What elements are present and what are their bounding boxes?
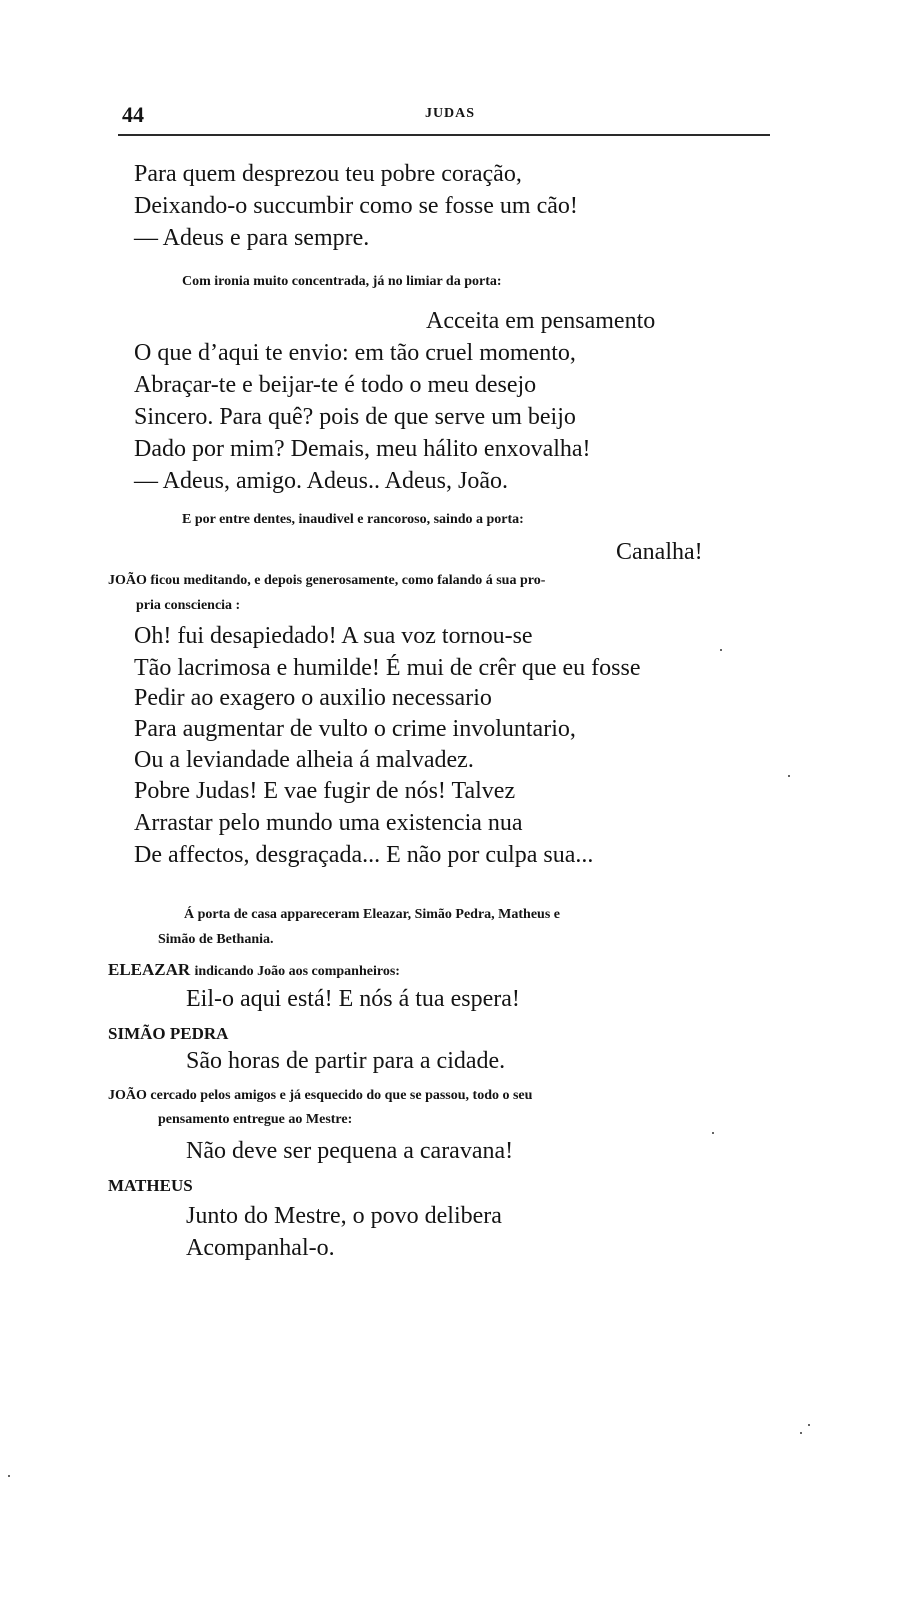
ink-speck	[800, 1432, 802, 1434]
stage-direction: E por entre dentes, inaudivel e rancoroso, saindo a porta:	[182, 512, 524, 527]
verse-line: Não deve ser pequena a caravana!	[186, 1138, 514, 1164]
verse-line: — Adeus, amigo. Adeus.. Adeus, João.	[134, 468, 508, 494]
stage-direction: indicando João aos companheiros:	[194, 964, 400, 979]
verse-line: São horas de partir para a cidade.	[186, 1048, 506, 1074]
stage-direction: pensamento entregue ao Mestre:	[158, 1112, 353, 1127]
speaker-direction	[108, 572, 545, 590]
verse-line: Acompanhal-o.	[186, 1235, 335, 1261]
speaker-direction	[108, 1087, 532, 1105]
header-rule	[118, 134, 770, 136]
verse-line: Acceita em pensamento	[426, 308, 656, 334]
verse-line: Pedir ao exagero o auxilio necessario	[134, 685, 492, 711]
stage-direction: ficou meditando, e depois generosamente, como falando á sua pro-	[150, 573, 546, 588]
speaker-name: JOÃO	[108, 573, 147, 588]
ink-speck	[808, 1424, 810, 1426]
verse-line: Pobre Judas! E vae fugir de nós! Talvez	[134, 778, 516, 804]
stage-direction: pria consciencia :	[136, 598, 241, 613]
ink-speck	[788, 775, 790, 777]
page-number: 44	[122, 102, 144, 127]
speaker-name: SIMÃO PEDRA	[108, 1024, 229, 1043]
stage-direction: Simão de Bethania.	[158, 932, 274, 947]
verse-line: Deixando-o succumbir como se fosse um cão!	[134, 193, 578, 219]
verse-line: Para augmentar de vulto o crime involuntario,	[134, 716, 576, 742]
verse-line: Oh! fui desapiedado! A sua voz tornou-se	[134, 623, 533, 649]
verse-line: Sincero. Para quê? pois de que serve um beijo	[134, 404, 576, 430]
verse-line: Tão lacrimosa e humilde! É mui de crêr que eu fosse	[134, 655, 641, 681]
verse-line: De affectos, desgraçada... E não por culpa sua...	[134, 842, 594, 868]
speaker-name: JOÃO	[108, 1088, 147, 1103]
ink-speck	[720, 649, 722, 651]
verse-line: Canalha!	[616, 539, 703, 565]
verse-line: Dado por mim? Demais, meu hálito enxovalha!	[134, 436, 591, 462]
verse-line: Ou a leviandade alheia á malvadez.	[134, 747, 474, 773]
verse-line: — Adeus e para sempre.	[134, 225, 370, 251]
verse-line: Eil-o aqui está! E nós á tua espera!	[186, 986, 520, 1012]
stage-direction: cercado pelos amigos e já esquecido do que se passou, todo o seu	[150, 1088, 533, 1103]
running-title: JUDAS	[424, 106, 476, 121]
verse-line: Para quem desprezou teu pobre coração,	[134, 161, 522, 187]
speaker-name: ELEAZAR	[108, 960, 191, 979]
ink-speck	[8, 1475, 10, 1477]
stage-direction: Á porta de casa appareceram Eleazar, Simão Pedra, Matheus e	[184, 907, 560, 922]
verse-line: Arrastar pelo mundo uma existencia nua	[134, 810, 523, 836]
verse-line: O que d’aqui te envio: em tão cruel momento,	[134, 340, 576, 366]
verse-line: Junto do Mestre, o povo delibera	[186, 1203, 502, 1229]
ink-speck	[712, 1132, 714, 1134]
speaker-direction	[108, 960, 400, 982]
speaker-name: MATHEUS	[108, 1176, 193, 1195]
verse-line: Abraçar-te e beijar-te é todo o meu desejo	[134, 372, 537, 398]
stage-direction: Com ironia muito concentrada, já no limiar da porta:	[182, 274, 502, 289]
